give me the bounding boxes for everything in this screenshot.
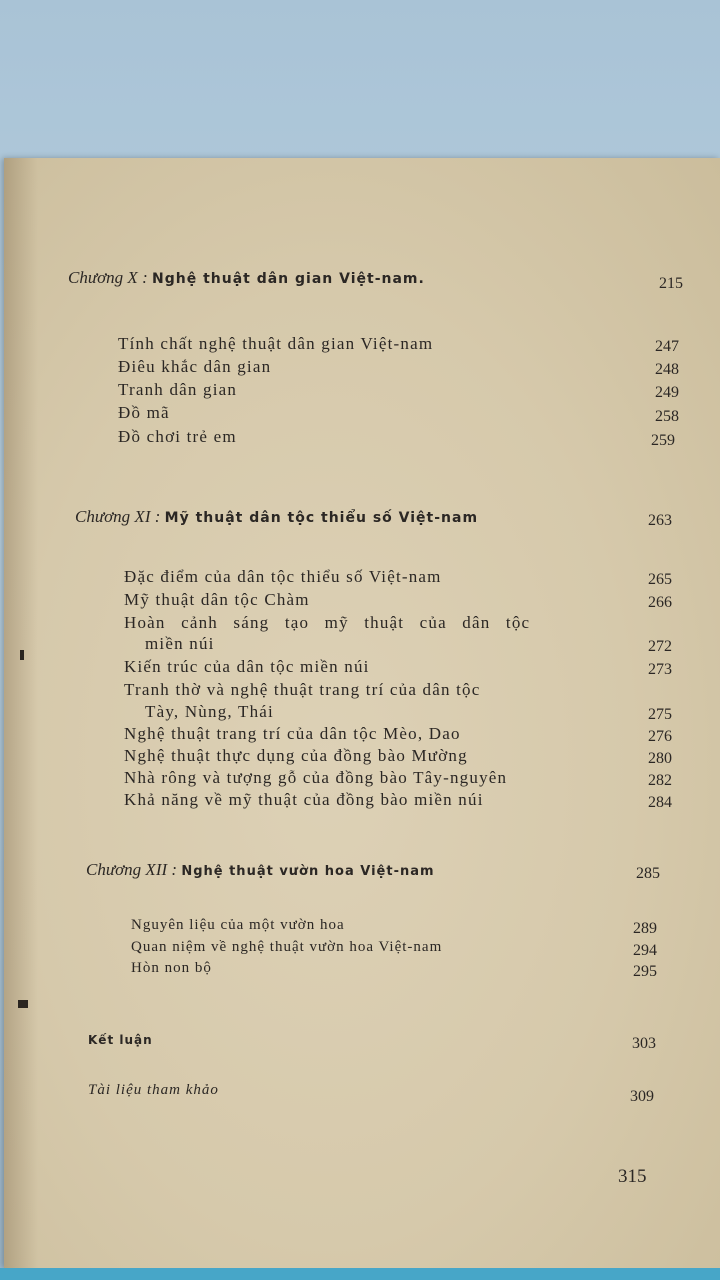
chapter-12-label: Chương XII xyxy=(86,860,168,879)
toc-entry-page: 272 xyxy=(648,638,672,655)
toc-entry: Quan niệm về nghệ thuật vườn hoa Việt-nam xyxy=(131,939,443,955)
toc-entry-page: 258 xyxy=(655,408,679,425)
toc-entry-page: 284 xyxy=(648,794,672,811)
toc-entry: Điêu khắc dân gian xyxy=(118,357,272,376)
references-page: 309 xyxy=(630,1088,654,1105)
toc-entry-page: 282 xyxy=(648,772,672,789)
chapter-10-page: 215 xyxy=(659,275,683,292)
toc-entry: Đồ chơi trẻ em xyxy=(118,427,237,446)
chapter-10-label: Chương X xyxy=(68,268,138,287)
toc-entry-continuation: Tày, Nùng, Thái xyxy=(145,702,274,721)
toc-entry-page: 248 xyxy=(655,361,679,378)
toc-entry-page: 275 xyxy=(648,706,672,723)
references-entry: Tài liệu tham khảo xyxy=(88,1082,219,1098)
toc-entry: Kiến trúc của dân tộc miền núi xyxy=(124,657,370,676)
table-surface xyxy=(0,1268,720,1280)
toc-entry-page: 294 xyxy=(633,942,657,959)
chapter-12-title: Nghệ thuật vườn hoa Việt-nam xyxy=(181,864,435,879)
toc-entry: Khả năng về mỹ thuật của đồng bào miền núi xyxy=(124,790,484,809)
toc-entry-continuation: miền núi xyxy=(145,634,215,653)
chapter-10-title: Nghệ thuật dân gian Việt-nam. xyxy=(152,271,425,287)
toc-entry-page: 276 xyxy=(648,728,672,745)
toc-entry: Hoàn cảnh sáng tạo mỹ thuật của dân tộc xyxy=(124,613,531,632)
toc-entry-page: 247 xyxy=(655,338,679,355)
toc-entry: Nghệ thuật thực dụng của đồng bào Mường xyxy=(124,746,468,765)
chapter-11-title: Mỹ thuật dân tộc thiểu số Việt-nam xyxy=(164,510,479,526)
toc-entry-page: 280 xyxy=(648,750,672,767)
toc-entry: Nghệ thuật trang trí của dân tộc Mèo, Dao xyxy=(124,724,461,743)
toc-entry: Đồ mã xyxy=(118,403,170,422)
chapter-11-page: 263 xyxy=(648,512,672,529)
toc-entry-page: 259 xyxy=(651,432,675,449)
conclusion-page: 303 xyxy=(632,1035,656,1052)
toc-entry: Tranh thờ và nghệ thuật trang trí của dân tộc xyxy=(124,680,481,699)
toc-entry-page: 273 xyxy=(648,661,672,678)
page-number: 315 xyxy=(618,1166,647,1187)
toc-entry-page: 249 xyxy=(655,384,679,401)
chapter-11-heading: Chương XI : Mỹ thuật dân tộc thiểu số Việt-nam xyxy=(75,507,479,526)
toc-entry: Nhà rông và tượng gỗ của đồng bào Tây-nguyên xyxy=(124,768,508,787)
margin-mark xyxy=(20,650,24,660)
toc-entry: Mỹ thuật dân tộc Chàm xyxy=(124,590,310,609)
toc-entry-page: 266 xyxy=(648,594,672,611)
toc-entry: Hòn non bộ xyxy=(131,960,212,976)
chapter-12-heading: Chương XII : Nghệ thuật vườn hoa Việt-nam xyxy=(86,860,435,879)
toc-entry: Tính chất nghệ thuật dân gian Việt-nam xyxy=(118,334,434,353)
toc-entry: Tranh dân gian xyxy=(118,380,238,399)
chapter-11-label: Chương XI xyxy=(75,507,151,526)
toc-entry: Nguyên liệu của một vườn hoa xyxy=(131,917,345,933)
conclusion-entry: Kết luận xyxy=(88,1033,153,1047)
toc-entry: Đặc điểm của dân tộc thiểu số Việt-nam xyxy=(124,567,442,586)
toc-entry-page: 295 xyxy=(633,963,657,980)
chapter-12-page: 285 xyxy=(636,865,660,882)
toc-entry-page: 289 xyxy=(633,920,657,937)
margin-mark xyxy=(18,1000,28,1008)
book-page xyxy=(4,158,720,1268)
chapter-10-heading: Chương X : Nghệ thuật dân gian Việt-nam. xyxy=(68,268,425,287)
toc-entry-page: 265 xyxy=(648,571,672,588)
